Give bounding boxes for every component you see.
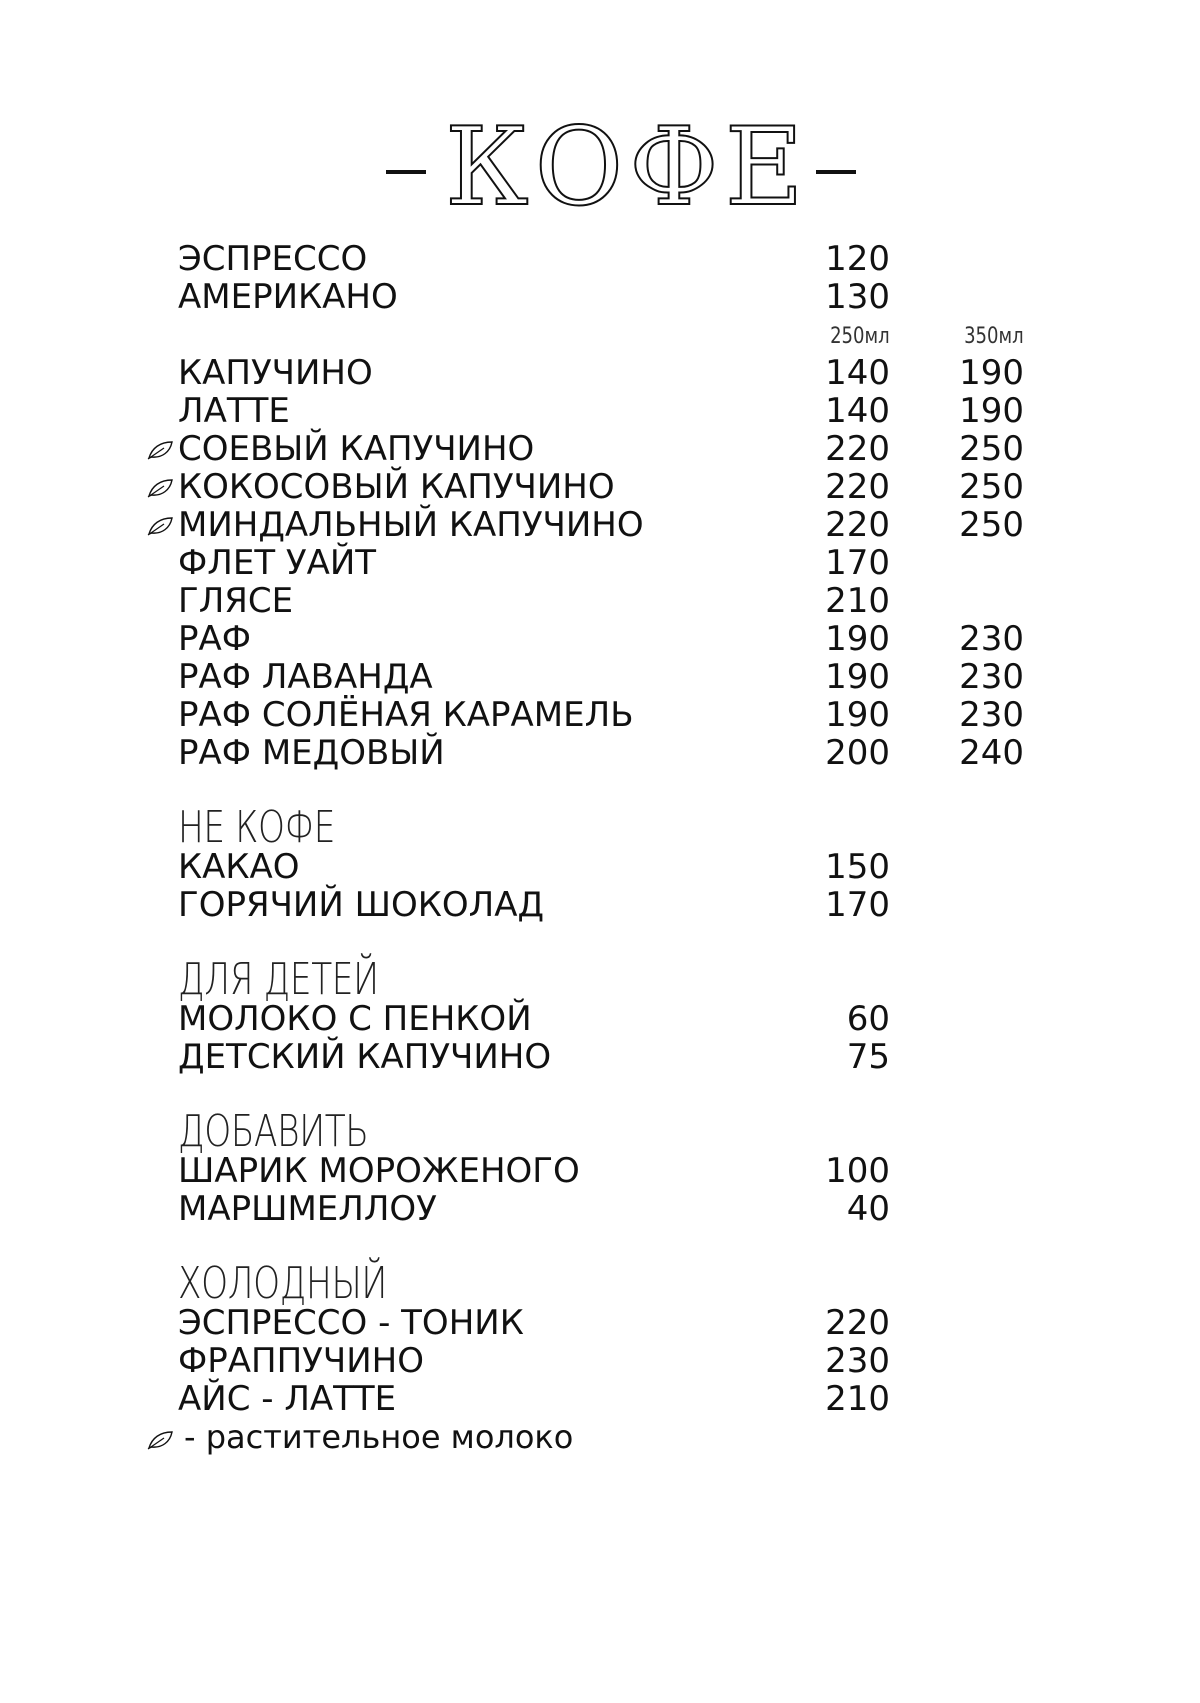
leaf-icon	[146, 440, 174, 460]
item-name: КАПУЧИНО	[178, 353, 373, 393]
menu-item	[0, 390, 1200, 432]
footnote-text: - растительное молоко	[184, 1418, 574, 1456]
item-name: РАФ СОЛЁНАЯ КАРАМЕЛЬ	[178, 695, 634, 735]
item-price: 100	[825, 1151, 890, 1191]
item-price-large: 250	[959, 429, 1024, 469]
item-name: ЛАТТЕ	[178, 391, 290, 431]
menu-item	[0, 846, 1200, 888]
item-price-large: 190	[959, 391, 1024, 431]
menu-item	[0, 1302, 1200, 1344]
menu-item	[0, 276, 1200, 318]
menu-item	[0, 1188, 1200, 1230]
item-price-small: 200	[825, 733, 890, 773]
menu-item	[0, 1036, 1200, 1078]
item-name: МИНДАЛЬНЫЙ КАПУЧИНО	[178, 505, 644, 545]
size-label-small: 250мл	[830, 324, 890, 349]
item-name: КОКОСОВЫЙ КАПУЧИНО	[178, 467, 615, 507]
menu-item	[0, 428, 1200, 470]
item-name: РАФ МЕДОВЫЙ	[178, 733, 445, 773]
item-price-small: 140	[825, 391, 890, 431]
item-price-large: 190	[959, 353, 1024, 393]
menu-item	[0, 998, 1200, 1040]
item-price-small: 220	[825, 505, 890, 545]
item-name: АМЕРИКАНО	[178, 277, 398, 317]
item-price-small: 140	[825, 353, 890, 393]
item-name: КАКАО	[178, 847, 300, 887]
item-price: 230	[825, 1341, 890, 1381]
item-name: ШАРИК МОРОЖЕНОГО	[178, 1151, 580, 1191]
menu-item	[0, 542, 1200, 584]
leaf-icon	[146, 478, 174, 498]
item-price: 150	[825, 847, 890, 887]
section-heading-cold: ХОЛОДНЫЙ	[178, 1258, 387, 1309]
item-price-large: 250	[959, 467, 1024, 507]
menu-item	[0, 618, 1200, 660]
item-price-small: 190	[825, 695, 890, 735]
title-dash-right	[816, 170, 856, 174]
item-name: ЭСПРЕССО	[178, 239, 368, 279]
menu-item	[0, 694, 1200, 736]
item-price-small: 210	[825, 581, 890, 621]
item-price-large: 230	[959, 695, 1024, 735]
item-price-large: 240	[959, 733, 1024, 773]
item-name: ДЕТСКИЙ КАПУЧИНО	[178, 1037, 552, 1077]
menu-item	[0, 1378, 1200, 1420]
item-name: ГЛЯСЕ	[178, 581, 294, 621]
section-heading-extras: ДОБАВИТЬ	[178, 1106, 369, 1157]
section-heading-kids: ДЛЯ ДЕТЕЙ	[178, 954, 379, 1005]
item-price: 60	[846, 999, 890, 1039]
size-label-large: 350мл	[964, 324, 1024, 349]
item-price-large: 250	[959, 505, 1024, 545]
menu-item	[0, 732, 1200, 774]
menu-item	[0, 1340, 1200, 1382]
item-name: МОЛОКО С ПЕНКОЙ	[178, 999, 532, 1039]
item-price: 220	[825, 1303, 890, 1343]
item-price-small: 170	[825, 543, 890, 583]
menu-item	[0, 656, 1200, 698]
footnote-plant-milk	[146, 1416, 946, 1458]
menu-item	[0, 238, 1200, 280]
title-dash-left	[386, 170, 426, 174]
menu-title-block	[0, 105, 1200, 230]
item-name: ФРАППУЧИНО	[178, 1341, 424, 1381]
item-price-large: 230	[959, 657, 1024, 697]
section-heading-not-coffee: НЕ КОФЕ	[178, 802, 336, 853]
item-name: АЙС - ЛАТТЕ	[178, 1379, 397, 1419]
item-price: 130	[825, 277, 890, 317]
item-name: РАФ	[178, 619, 252, 659]
menu-item	[0, 1150, 1200, 1192]
item-price: 120	[825, 239, 890, 279]
item-price-small: 220	[825, 429, 890, 469]
menu-item	[0, 352, 1200, 394]
item-price: 170	[825, 885, 890, 925]
item-name: РАФ ЛАВАНДА	[178, 657, 433, 697]
item-price-small: 190	[825, 619, 890, 659]
item-name: СОЕВЫЙ КАПУЧИНО	[178, 429, 535, 469]
item-price: 210	[825, 1379, 890, 1419]
item-price: 40	[846, 1189, 890, 1229]
menu-item	[0, 466, 1200, 508]
item-price-large: 230	[959, 619, 1024, 659]
leaf-icon	[146, 1430, 174, 1450]
leaf-icon	[146, 516, 174, 536]
menu-title: КОФЕ	[445, 105, 810, 230]
item-name: МАРШМЕЛЛОУ	[178, 1189, 437, 1229]
menu-item	[0, 884, 1200, 926]
item-price-small: 190	[825, 657, 890, 697]
menu-item	[0, 580, 1200, 622]
item-price: 75	[846, 1037, 890, 1077]
item-price-small: 220	[825, 467, 890, 507]
item-name: ЭСПРЕССО - ТОНИК	[178, 1303, 524, 1343]
item-name: ГОРЯЧИЙ ШОКОЛАД	[178, 885, 545, 925]
menu-item	[0, 504, 1200, 546]
item-name: ФЛЕТ УАЙТ	[178, 543, 377, 583]
